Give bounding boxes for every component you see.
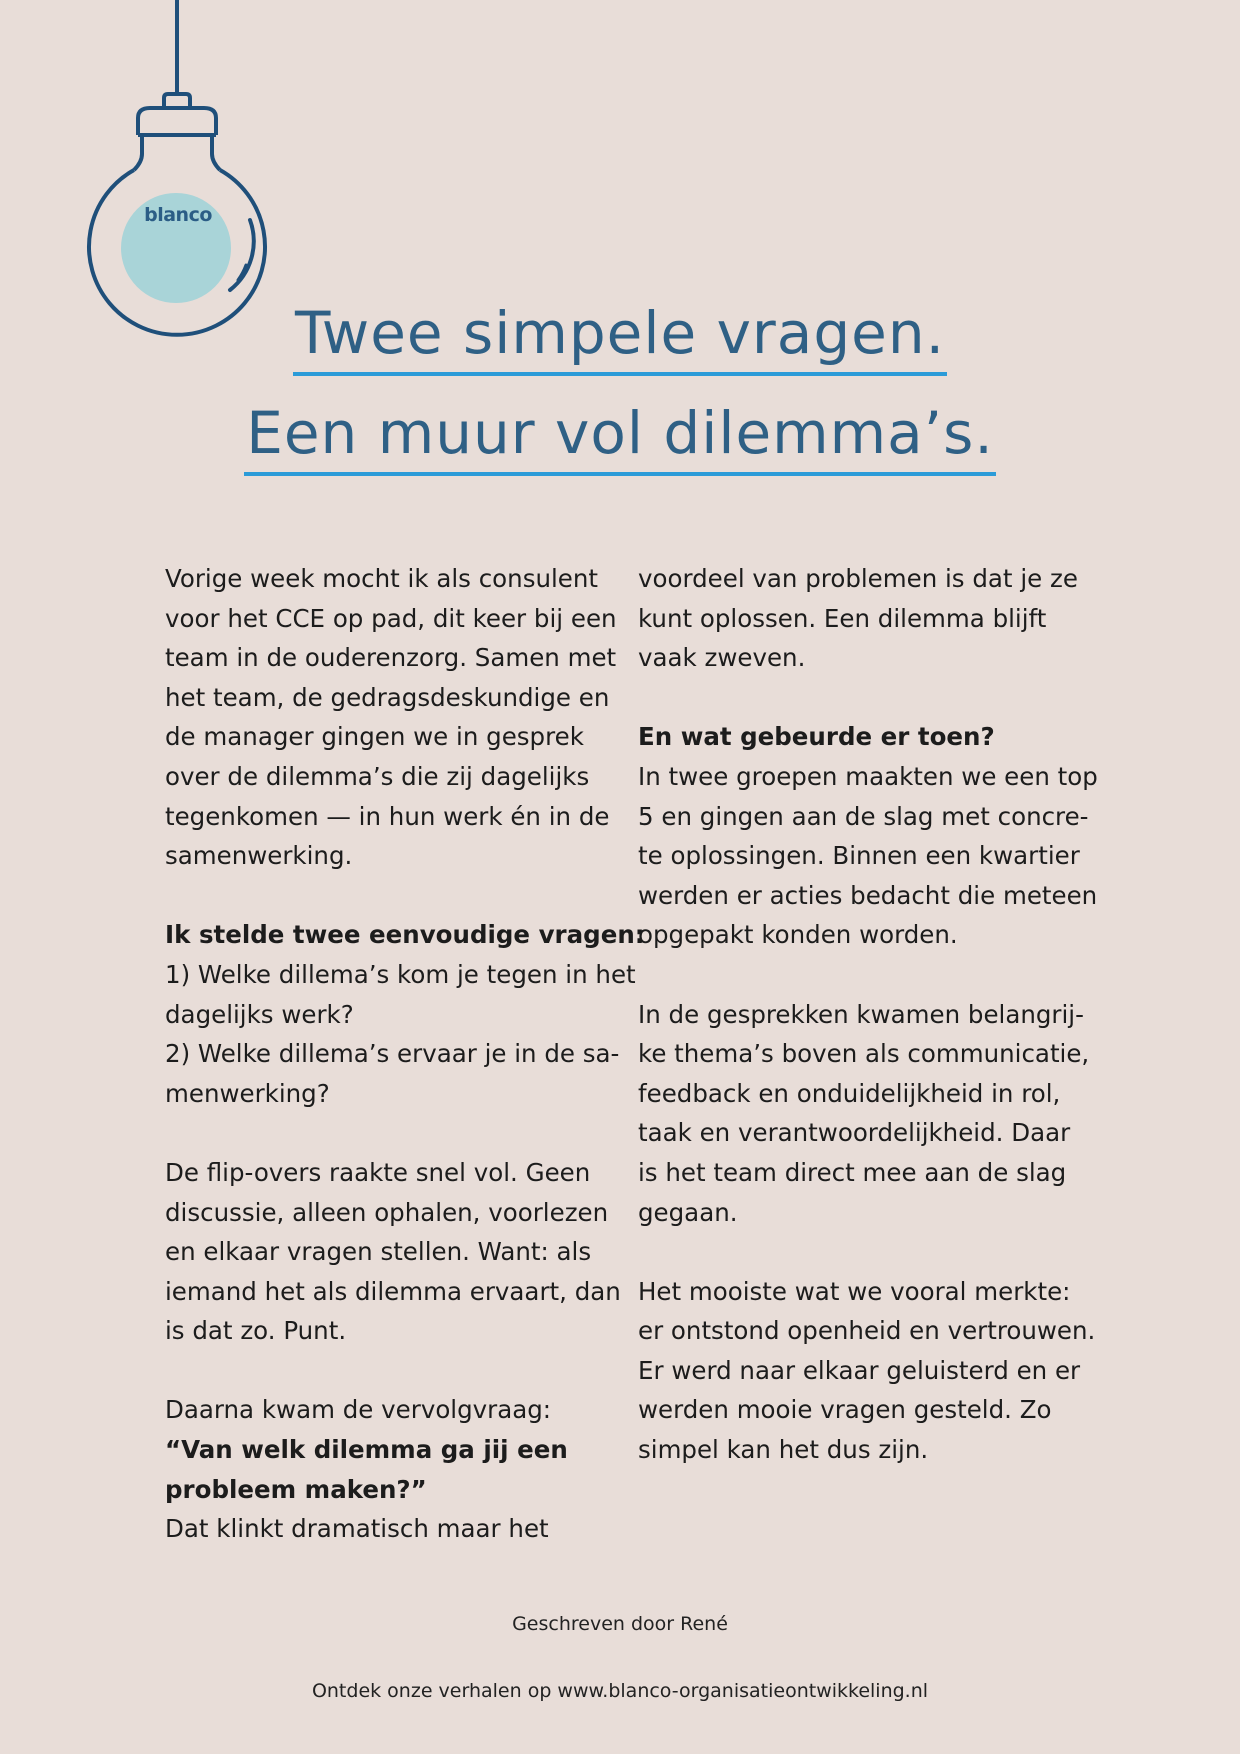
section-heading: En wat gebeurde er toen?: [638, 722, 995, 752]
paragraph-line: feedback en onduidelijkheid in rol,: [638, 1078, 1061, 1108]
paragraph-line: team in de ouderenzorg. Samen met: [165, 643, 617, 673]
paragraph-line: te oplossingen. Binnen een kwartier: [638, 841, 1080, 871]
paragraph-line: 1) Welke dillema’s kom je tegen in het: [165, 959, 636, 989]
paragraph-line: 5 en gingen aan de slag met concre-: [638, 801, 1089, 831]
section-heading: Ik stelde twee eenvoudige vragen:: [165, 920, 645, 950]
paragraph-line: gegaan.: [638, 1197, 738, 1227]
page-title-line-1: Twee simpele vragen.: [0, 298, 1240, 376]
paragraph-line: samenwerking.: [165, 841, 353, 871]
blank-line: [165, 1351, 615, 1391]
paragraph-line: over de dilemma’s die zij dagelijks: [165, 761, 590, 791]
paragraph-line: werden mooie vragen gesteld. Zo: [638, 1395, 1052, 1425]
paragraph-line: Dat klinkt dramatisch maar het: [165, 1514, 549, 1544]
paragraph-line: is het team direct mee aan de slag: [638, 1157, 1067, 1187]
lightbulb-icon: [80, 0, 280, 345]
article-column-right: [638, 559, 1098, 1470]
quote-line: “Van welk dilemma ga jij een: [165, 1435, 568, 1465]
paragraph-line: werden er acties bedacht die meteen: [638, 880, 1098, 910]
article-column-left: [165, 559, 645, 1549]
paragraph-line: iemand het als dilemma ervaart, dan: [165, 1276, 621, 1306]
quote-line: probleem maken?”: [165, 1474, 427, 1504]
blank-line: [638, 955, 1088, 995]
paragraph-line: Er werd naar elkaar geluisterd en er: [638, 1355, 1081, 1385]
blank-line: [165, 1113, 615, 1153]
paragraph-line: en elkaar vragen stellen. Want: als: [165, 1237, 592, 1267]
paragraph-line: In de gesprekken kwamen belangrij-: [638, 999, 1084, 1029]
blank-line: [638, 1232, 1088, 1272]
paragraph-line: de manager gingen we in gesprek: [165, 722, 584, 752]
paragraph-line: discussie, alleen ophalen, voorlezen: [165, 1197, 609, 1227]
author-credit: Geschreven door René: [512, 1613, 728, 1635]
paragraph-line: ke thema’s boven als communicatie,: [638, 1039, 1090, 1069]
paragraph-line: simpel kan het dus zijn.: [638, 1435, 929, 1465]
paragraph-line: opgepakt konden worden.: [638, 920, 958, 950]
paragraph-line: Vorige week mocht ik als consulent: [165, 564, 598, 593]
paragraph-line: het team, de gedragsdeskundige en: [165, 682, 610, 712]
paragraph-line: kunt oplossen. Een dilemma blijft: [638, 603, 1047, 633]
page-title-line-2: Een muur vol dilemma’s.: [0, 398, 1240, 476]
blank-line: [165, 876, 615, 916]
paragraph-line: voordeel van problemen is dat je ze: [638, 564, 1078, 593]
lightbulb-logo: [80, 0, 280, 345]
blanco-logo-text: blanco: [144, 204, 212, 226]
paragraph-line: 2) Welke dillema’s ervaar je in de sa-: [165, 1039, 620, 1069]
paragraph-line: Daarna kwam de vervolgvraag:: [165, 1395, 552, 1425]
paragraph-line: Het mooiste wat we vooral merkte:: [638, 1276, 1071, 1306]
paragraph-line: vaak zweven.: [638, 643, 806, 673]
paragraph-line: er ontstond openheid en vertrouwen.: [638, 1316, 1096, 1346]
blank-line: [638, 678, 1088, 718]
paragraph-line: tegenkomen — in hun werk én in de: [165, 801, 610, 831]
paragraph-line: menwerking?: [165, 1078, 330, 1108]
paragraph-line: is dat zo. Punt.: [165, 1316, 347, 1346]
paragraph-line: In twee groepen maakten we een top: [638, 761, 1098, 791]
paragraph-line: voor het CCE op pad, dit keer bij een: [165, 603, 617, 633]
website-cta: Ontdek onze verhalen op www.blanco-organisatieontwikkeling.nl: [311, 1680, 929, 1702]
paragraph-line: De flip-overs raakte snel vol. Geen: [165, 1157, 591, 1187]
paragraph-line: dagelijks werk?: [165, 999, 354, 1029]
paragraph-line: taak en verantwoordelijkheid. Daar: [638, 1118, 1071, 1148]
